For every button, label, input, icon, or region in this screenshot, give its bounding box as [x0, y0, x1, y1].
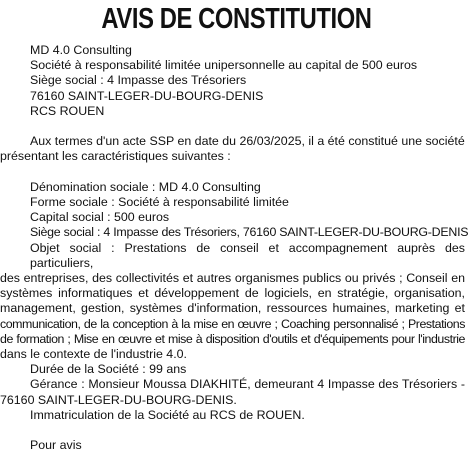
details-block — [0, 179, 469, 423]
registration: Immatriculation de la Société au RCS de ROUEN. — [30, 407, 305, 422]
company-duration: Durée de la Société : 99 ans — [30, 362, 187, 377]
management-line: Gérance : Monsieur Moussa DIAKHITÉ, demeurant 4 Impasse des Trésoriers - — [30, 377, 465, 392]
header-block — [0, 43, 465, 119]
closing-formula: Pour avis — [30, 438, 82, 453]
management-line: 76160 SAINT-LEGER-DU-BOURG-DENIS. — [0, 392, 237, 407]
spacer — [0, 165, 465, 180]
denomination: Dénomination sociale : MD 4.0 Consulting — [30, 179, 261, 194]
intro-line: Aux termes d'un acte SSP en date du 26/03/2025, il a été constitué une société — [30, 134, 465, 149]
notice-title: AVIS DE CONSTITUTION — [101, 3, 372, 35]
objet-line: communication, de la conception à la mise en œuvre ; Coaching personnalisé ; Prestations — [0, 316, 465, 331]
notice-body — [0, 43, 469, 453]
company-name: MD 4.0 Consulting — [30, 43, 132, 57]
intro-paragraph — [0, 134, 465, 164]
intro-line: présentant les caractéristiques suivantes : — [0, 149, 231, 164]
objet-line: de formation ; Mise en œuvre et mise à disposition d'outils et d'équipements pour l'industrie — [0, 331, 465, 346]
objet-line: systèmes informatiques et développement de logiciels, en stratégie, organisation, — [0, 286, 465, 301]
spacer — [0, 119, 465, 134]
seat-city: 76160 SAINT-LEGER-DU-BOURG-DENIS — [30, 88, 264, 103]
legal-form: Forme sociale : Société à responsabilité limitée — [30, 195, 289, 209]
objet-line: management, gestion, systèmes d'information, ressources humaines, marketing et — [0, 301, 465, 316]
objet-line: Objet social : Prestations de conseil et accompagnement auprès des particuliers, — [30, 240, 465, 270]
objet-line: dans le contexte de l'industrie 4.0. — [0, 347, 187, 362]
share-capital: Capital social : 500 euros — [30, 210, 170, 225]
objet-line: des entreprises, des collectivités et autres organismes publics ou privés ; Conseil en — [0, 271, 465, 286]
spacer — [0, 423, 465, 438]
rcs-registry: RCS ROUEN — [30, 103, 105, 118]
seat-address: Siège social : 4 Impasse des Trésoriers — [30, 73, 247, 88]
company-form: Société à responsabilité limitée unipersonnelle au capital de 500 euros — [30, 58, 418, 73]
registered-office: Siège social : 4 Impasse des Trésoriers, 76160 SAINT-LEGER-DU-BOURG-DENIS — [30, 225, 469, 240]
